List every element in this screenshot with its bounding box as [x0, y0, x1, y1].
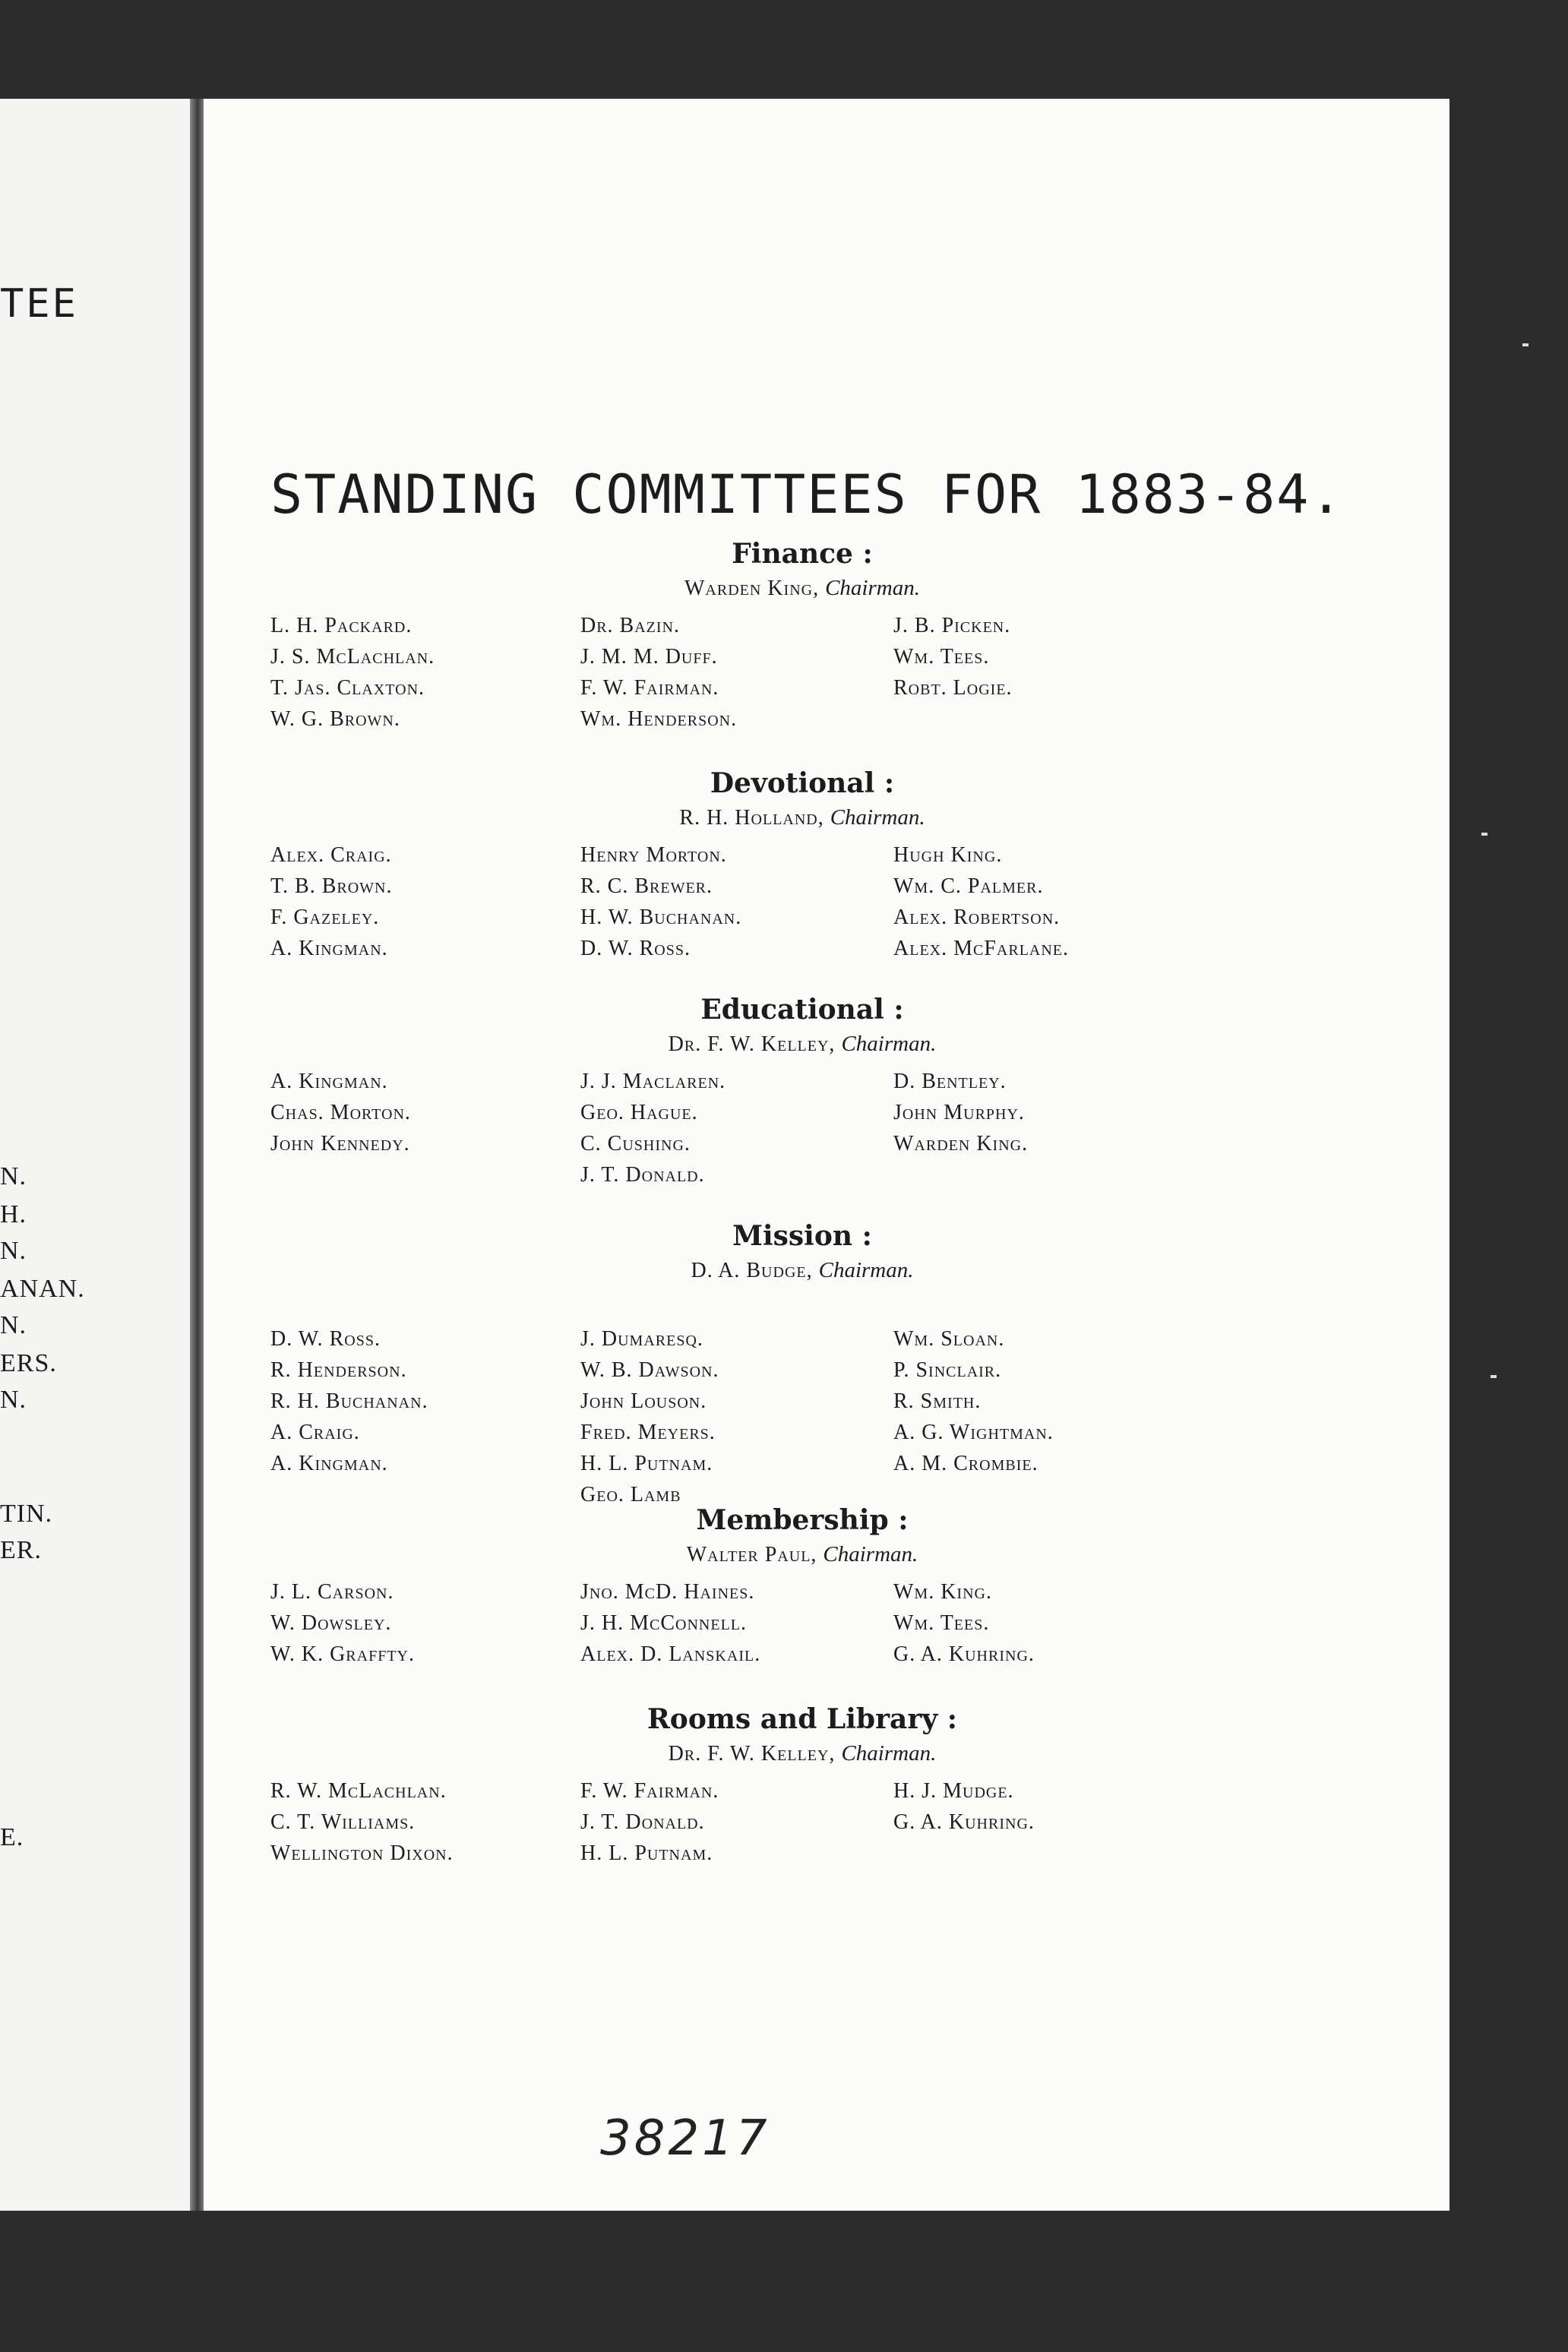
member-columns [270, 1576, 1334, 1670]
member-name: Alex. Robertson. [893, 906, 1061, 929]
member-columns [270, 1292, 1334, 1510]
member-name: P. Sinclair. [893, 1358, 1002, 1382]
member-name: Dr. Bazin. [580, 614, 680, 637]
member-name: Geo. Hague. [580, 1101, 698, 1124]
member-name: H. W. Buchanan. [580, 906, 742, 929]
member-column [580, 1066, 893, 1190]
member-name: J. M. M. Duff. [580, 645, 718, 669]
member-name: Alex. Craig. [270, 843, 392, 867]
committee-section [270, 1504, 1334, 1670]
committee-chairman [270, 1542, 1334, 1567]
committee-heading: Membership : [696, 1504, 909, 1536]
facing-page-fragment: N. [0, 1311, 27, 1339]
member-column [580, 1775, 893, 1869]
member-name: John Louson. [580, 1389, 707, 1413]
chairman-role: Chairman. [830, 805, 925, 830]
member-name: A. Kingman. [270, 1070, 388, 1093]
chairman-name: D. A. Budge, [691, 1259, 813, 1282]
chairman-role: Chairman. [823, 1542, 918, 1566]
member-columns [270, 1066, 1334, 1190]
member-name: D. W. Ross. [270, 1327, 381, 1351]
chairman-name: Dr. F. W. Kelley, [668, 1742, 836, 1766]
chairman-role: Chairman. [825, 576, 920, 600]
facing-page-fragment: N. [0, 1162, 27, 1190]
member-name: H. L. Putnam. [580, 1452, 713, 1475]
committee-section [270, 994, 1334, 1190]
member-name: Wm. Sloan. [893, 1327, 1005, 1351]
member-columns [270, 1775, 1334, 1869]
member-name: Hugh King. [893, 843, 1003, 867]
member-name: T. Jas. Claxton. [270, 676, 425, 700]
member-name: Wm. King. [893, 1580, 992, 1604]
member-name: J. B. Picken. [893, 614, 1011, 637]
member-name: T. B. Brown. [270, 874, 393, 898]
committee-chairman [270, 576, 1334, 601]
member-name: F. Gazeley. [270, 906, 380, 929]
member-name: L. H. Packard. [270, 614, 413, 637]
member-name: W. G. Brown. [270, 707, 400, 731]
member-column [270, 1066, 580, 1190]
member-column [580, 610, 893, 735]
chairman-name: Dr. F. W. Kelley, [668, 1032, 836, 1056]
member-column [580, 1292, 893, 1510]
member-name: G. A. Kuhring. [893, 1810, 1035, 1834]
facing-page-fragment: ANAN. [0, 1275, 85, 1303]
member-name: John Kennedy. [270, 1132, 410, 1155]
chairman-name: Warden King, [684, 577, 820, 600]
member-name [893, 1292, 1197, 1323]
page-title: STANDING COMMITTEES FOR 1883-84. [270, 463, 1344, 526]
chairman-name: Walter Paul, [686, 1543, 817, 1566]
member-name [270, 1292, 580, 1323]
member-name: Warden King. [893, 1132, 1029, 1155]
member-name: D. W. Ross. [580, 937, 691, 960]
member-column [270, 610, 580, 735]
member-name: Wm. C. Palmer. [893, 874, 1044, 898]
committee-section [270, 1703, 1334, 1869]
chairman-role: Chairman. [818, 1258, 914, 1282]
facing-page-fragment: H. [0, 1200, 27, 1228]
facing-page-fragment: ERS. [0, 1349, 57, 1377]
member-column [893, 1775, 1197, 1869]
member-name: A. M. Crombie. [893, 1452, 1038, 1475]
member-name: W. K. Graffty. [270, 1642, 415, 1666]
member-column [893, 1066, 1197, 1190]
chairman-role: Chairman. [841, 1032, 937, 1056]
member-name: R. H. Buchanan. [270, 1389, 428, 1413]
committee-heading: Mission : [732, 1220, 872, 1252]
member-name: Robt. Logie. [893, 676, 1013, 700]
member-name: Alex. D. Lanskail. [580, 1642, 761, 1666]
member-name: F. W. Fairman. [580, 1779, 719, 1803]
member-name: J. Dumaresq. [580, 1327, 703, 1351]
handwritten-note: 38217 [600, 2110, 770, 2167]
member-columns [270, 610, 1334, 735]
scan-speck [1481, 833, 1487, 836]
member-name: J. T. Donald. [580, 1163, 705, 1187]
member-name: John Murphy. [893, 1101, 1025, 1124]
member-column [580, 1576, 893, 1670]
member-name: Henry Morton. [580, 843, 727, 867]
committee-chairman [270, 1032, 1334, 1057]
scan-speck [1522, 343, 1528, 346]
committee-heading: Educational : [700, 994, 904, 1026]
member-name: R. Smith. [893, 1389, 982, 1413]
member-name: Chas. Morton. [270, 1101, 411, 1124]
facing-page-fragment: TIN. [0, 1500, 53, 1528]
facing-page-fragment: TEE [0, 281, 78, 327]
member-name: J. L. Carson. [270, 1580, 394, 1604]
member-name: F. W. Fairman. [580, 676, 719, 700]
committee-chairman [270, 805, 1334, 830]
member-name: W. B. Dawson. [580, 1358, 719, 1382]
member-name [580, 1292, 893, 1323]
member-name: Wm. Henderson. [580, 707, 738, 731]
committee-heading: Finance : [732, 538, 873, 570]
member-name: C. T. Williams. [270, 1810, 416, 1834]
member-name: J. J. Maclaren. [580, 1070, 726, 1093]
member-name: Wm. Tees. [893, 645, 990, 669]
member-name: R. W. McLachlan. [270, 1779, 447, 1803]
member-column [893, 1292, 1197, 1510]
member-name: Wellington Dixon. [270, 1841, 454, 1865]
facing-page-fragment: ER. [0, 1536, 42, 1564]
member-name: J. S. McLachlan. [270, 645, 435, 669]
scan-speck [1491, 1375, 1497, 1378]
member-name: D. Bentley. [893, 1070, 1007, 1093]
committee-heading: Rooms and Library : [646, 1703, 958, 1735]
member-name: G. A. Kuhring. [893, 1642, 1035, 1666]
member-columns [270, 839, 1334, 964]
member-column [893, 610, 1197, 735]
member-column [270, 1775, 580, 1869]
facing-page-fragment: N. [0, 1386, 27, 1414]
member-name: A. Kingman. [270, 937, 388, 960]
member-name: R. C. Brewer. [580, 874, 713, 898]
member-name: A. Kingman. [270, 1452, 388, 1475]
committee-chairman [270, 1741, 1334, 1766]
member-name: Jno. McD. Haines. [580, 1580, 755, 1604]
member-name: Fred. Meyers. [580, 1421, 716, 1444]
facing-page [0, 99, 199, 2211]
member-name: J. T. Donald. [580, 1810, 705, 1834]
member-name: H. J. Mudge. [893, 1779, 1014, 1803]
member-name: Geo. Lamb [580, 1483, 681, 1506]
member-column [270, 1576, 580, 1670]
member-column [270, 839, 580, 964]
member-name: R. Henderson. [270, 1358, 407, 1382]
member-name: Alex. McFarlane. [893, 937, 1070, 960]
document-page [204, 99, 1449, 2211]
member-name: C. Cushing. [580, 1132, 691, 1155]
committee-section [270, 767, 1334, 964]
chairman-role: Chairman. [841, 1741, 937, 1766]
member-column [893, 1576, 1197, 1670]
member-column [893, 839, 1197, 964]
member-column [270, 1292, 580, 1510]
member-column [580, 839, 893, 964]
member-name: A. Craig. [270, 1421, 360, 1444]
member-name: J. H. McConnell. [580, 1611, 748, 1635]
committee-heading: Devotional : [710, 767, 895, 799]
committee-chairman [270, 1258, 1334, 1283]
member-name: W. Dowsley. [270, 1611, 392, 1635]
committee-section [270, 538, 1334, 735]
member-name: H. L. Putnam. [580, 1841, 713, 1865]
member-name: Wm. Tees. [893, 1611, 990, 1635]
facing-page-fragment: N. [0, 1237, 27, 1265]
member-name: A. G. Wightman. [893, 1421, 1054, 1444]
committee-section [270, 1220, 1334, 1510]
chairman-name: R. H. Holland, [679, 806, 824, 830]
facing-page-fragment: E. [0, 1823, 24, 1851]
